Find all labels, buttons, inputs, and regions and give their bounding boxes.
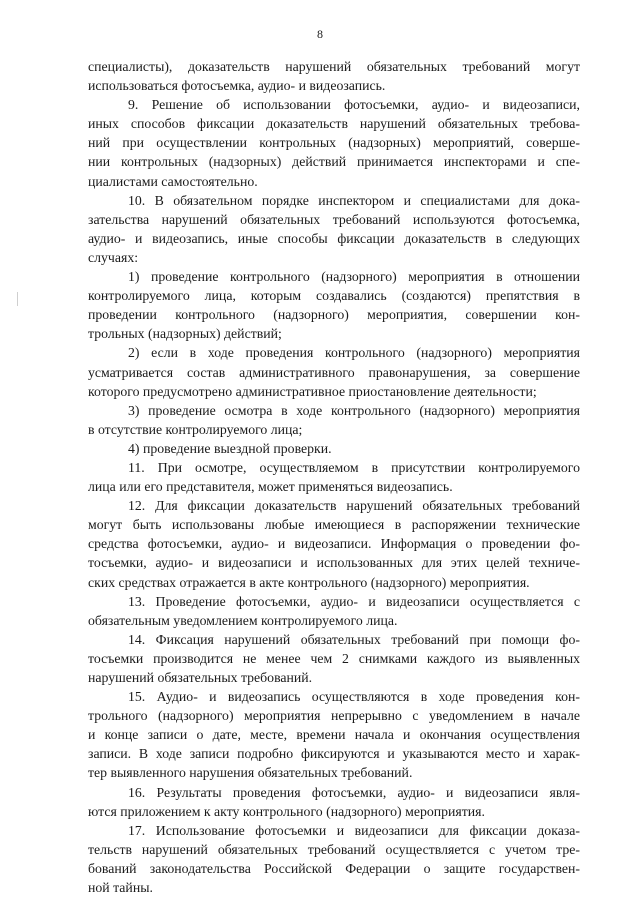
paragraph (88, 95, 580, 190)
text-line: аудио- и видеозапись, иные способы фиксации доказательств в следующих (88, 230, 580, 246)
text-line: ских средствах отражается в акте контрольного (надзорного) мероприятия. (88, 574, 530, 590)
text-line: 15. Аудио- и видеозапись осуществляются в ходе проведения кон- (128, 689, 580, 705)
paragraph (88, 191, 580, 267)
text-line: циалистами самостоятельно. (88, 173, 258, 189)
text-line: ются приложением к акту контрольного (надзорного) мероприятия. (88, 803, 485, 819)
text-line: трольного (надзорного) мероприятия непрерывно с уведомлением в начале (88, 708, 580, 724)
page-number: 8 (317, 27, 323, 41)
paragraph (88, 496, 580, 591)
text-line: 17. Использование фотосъемки и видеозаписи для фиксации доказа- (128, 822, 580, 838)
text-line: 13. Проведение фотосъемки, аудио- и видеозаписи осуществляется с (128, 593, 580, 609)
text-line: иных способов фиксации доказательств нарушений обязательных требова- (88, 116, 580, 132)
paragraph (88, 401, 580, 439)
text-line: 3) проведение осмотра в ходе контрольного (надзорного) мероприятия (128, 402, 580, 418)
text-line: специалисты), доказательств нарушений обязательных требований могут (88, 59, 580, 74)
text-line: лица или его представителя, может применяться видеозапись. (88, 479, 453, 495)
text-line: ний при осуществлении контрольных (надзорных) мероприятий, соверше- (88, 135, 580, 151)
text-line: 16. Результаты проведения фотосъемки, аудио- и видеозаписи явля- (128, 784, 580, 800)
text-line: 11. При осмотре, осуществляемом в присутствии контролируемого (128, 459, 580, 475)
paragraph (88, 267, 580, 343)
document-body (88, 57, 580, 897)
text-line: 1) проведение контрольного (надзорного) мероприятия в отношении (128, 269, 580, 285)
text-line: нии контрольных (надзорных) действий принимается инспекторами и спе- (88, 154, 580, 170)
text-line: и конце записи о дате, месте, времени начала и окончания осуществления (88, 727, 580, 743)
paragraph (88, 687, 580, 782)
paragraph (88, 783, 580, 821)
paragraph (88, 630, 580, 687)
text-line: тосъемки, аудио- и видеозаписи и использованных для этих целей техниче- (88, 555, 580, 571)
text-line: зательства нарушений обязательных требований используются фотосъемка, (88, 211, 580, 227)
text-line: 4) проведение выездной проверки. (128, 440, 332, 456)
text-line: проведении контрольного (надзорного) мероприятия, совершении кон- (88, 307, 580, 323)
text-line: обязательным уведомлением контролируемого лица. (88, 612, 398, 628)
text-line: тельств нарушений обязательных требований осуществляется с учетом тре- (88, 841, 580, 857)
text-line: контролируемого лица, которым создавались (создаются) препятствия в (88, 288, 580, 304)
text-line: записи. В ходе записи подробно фиксируются и указываются место и харак- (88, 746, 580, 762)
paragraph (88, 821, 580, 897)
paragraph (88, 343, 580, 400)
margin-mark (17, 292, 18, 306)
paragraph (88, 458, 580, 496)
text-line: которого предусмотрено административное приостановление деятельности; (88, 383, 537, 399)
text-line: 10. В обязательном порядке инспектором и специалистами для дока- (128, 192, 580, 208)
text-line: тер выявленного нарушения обязательных требований. (88, 765, 413, 781)
text-line: 9. Решение об использовании фотосъемки, аудио- и видеозаписи, (128, 97, 580, 113)
text-line: усматривается состав административного правонарушения, за совершение (88, 364, 580, 380)
text-line: тосъемки производится не менее чем 2 снимками каждого из выявленных (88, 650, 580, 666)
text-line: бований законодательства Российской Федерации о защите государствен- (88, 860, 580, 876)
text-line: 14. Фиксация нарушений обязательных требований при помощи фо- (128, 631, 580, 647)
text-line: использоваться фотосъемка, аудио- и видеозапись. (88, 78, 386, 94)
paragraph (88, 592, 580, 630)
text-line: средства фотосъемки, аудио- и видеозаписи. Информация о проведении фо- (88, 536, 580, 552)
paragraph (88, 57, 580, 95)
text-line: нарушений обязательных требований. (88, 670, 313, 685)
text-line: ной тайны. (88, 880, 153, 896)
text-line: 2) если в ходе проведения контрольного (надзорного) мероприятия (128, 345, 580, 361)
text-line: трольных (надзорных) действий; (88, 326, 282, 342)
paragraph (88, 439, 580, 458)
text-line: могут быть использованы любые имеющиеся в распоряжении технические (88, 517, 580, 533)
text-line: случаях: (88, 249, 139, 265)
text-line: в отсутствие контролируемого лица; (88, 421, 303, 437)
text-line: 12. Для фиксации доказательств нарушений обязательных требований (128, 498, 580, 514)
